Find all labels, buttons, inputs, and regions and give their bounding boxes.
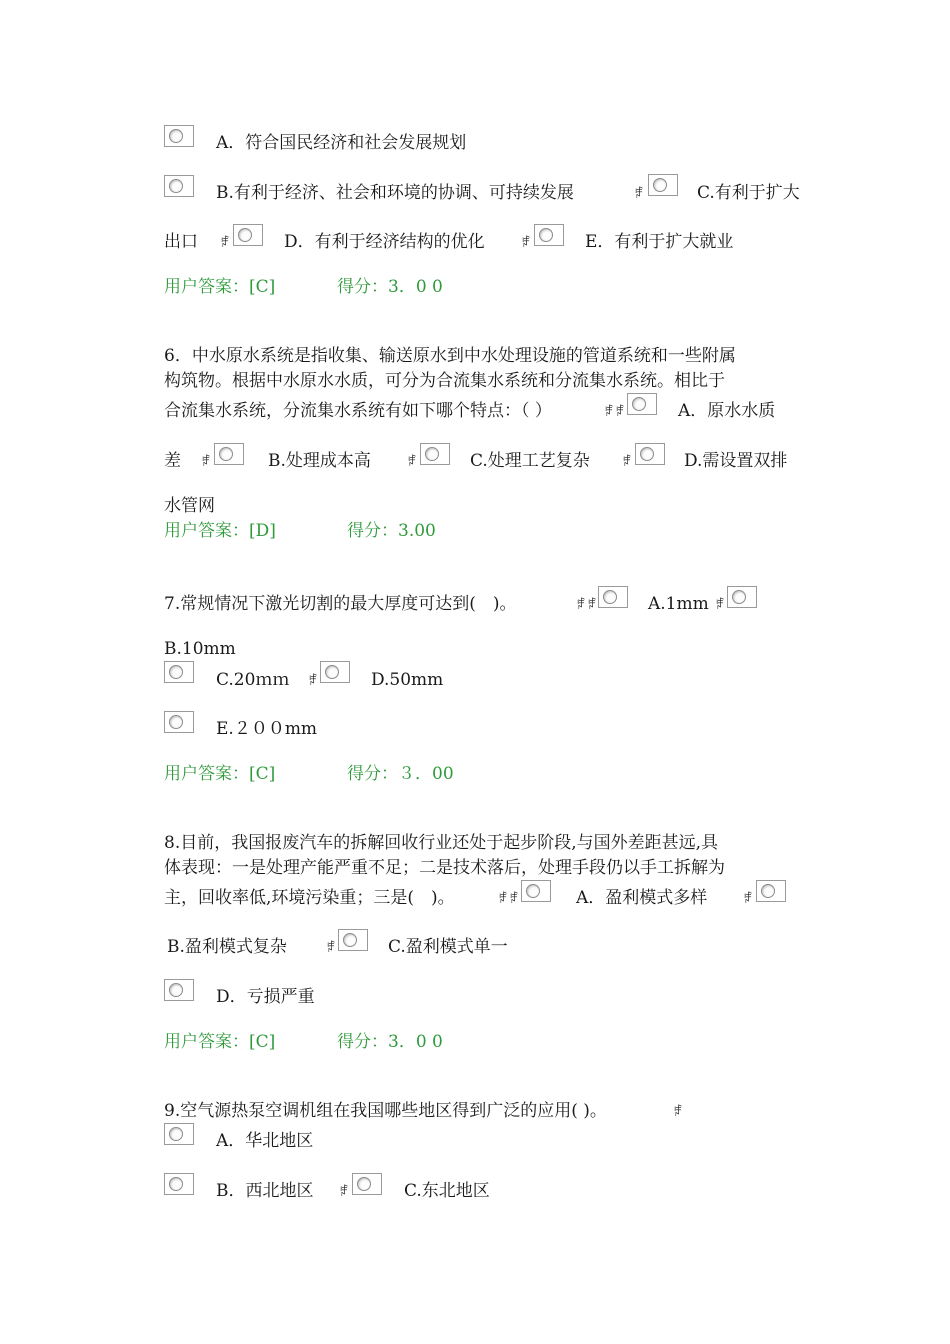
q9-option-b: B．西北地区 — [216, 1181, 314, 1201]
radio-q9-b[interactable] — [164, 1173, 194, 1195]
q6-option-a-cont: 差 — [164, 451, 181, 471]
q9-option-c: C.东北地区 — [404, 1181, 490, 1201]
q5-option-d: D．有利于经济结构的优化 — [284, 232, 485, 252]
q6-text-line1: 6．中水原水系统是指收集、输送原水到中水处理设施的管道系统和一些附属 — [164, 346, 736, 366]
radio-q8-b[interactable] — [756, 880, 786, 902]
paragraph-mark-icon: ꆆ — [587, 598, 598, 613]
radio-q7-e[interactable] — [164, 711, 194, 733]
paragraph-mark-icon: ꆆ — [407, 455, 418, 470]
q5-user-answer: 用户答案：[C] — [164, 277, 276, 297]
q6-text-line2: 构筑物。根据中水原水水质，可分为合流集水系统和分流集水系统。相比于 — [164, 371, 725, 391]
q6-score: 得分：3.00 — [347, 521, 436, 541]
radio-q6-b[interactable] — [214, 443, 244, 465]
q8-option-c: C.盈利模式单一 — [388, 937, 508, 957]
q8-option-a: A．盈利模式多样 — [576, 888, 708, 908]
radio-q8-c[interactable] — [338, 929, 368, 951]
radio-q6-a[interactable] — [627, 393, 657, 415]
q7-option-a: A.1mm — [648, 594, 709, 614]
q5-option-c: C.有利于扩大 — [697, 183, 800, 203]
paragraph-mark-icon: ꆆ — [509, 892, 520, 907]
radio-q5-e[interactable] — [534, 224, 564, 246]
radio-q8-d[interactable] — [164, 979, 194, 1001]
paragraph-mark-icon: ꆆ — [498, 892, 509, 907]
radio-q7-d[interactable] — [320, 661, 350, 683]
q6-option-c: C.处理工艺复杂 — [470, 451, 590, 471]
paragraph-mark-icon: ꆆ — [622, 455, 633, 470]
q6-user-answer: 用户答案：[D] — [164, 521, 276, 541]
q6-option-b: B.处理成本高 — [268, 451, 371, 471]
q6-option-d: D.需设置双排 — [684, 451, 788, 471]
q8-user-answer: 用户答案：[C] — [164, 1032, 276, 1052]
radio-q5-c[interactable] — [648, 174, 678, 196]
q7-option-c: C.20ｍｍ — [216, 670, 290, 690]
q5-option-c-cont: 出口 — [164, 232, 198, 252]
paragraph-mark-icon: ꆆ — [743, 892, 754, 907]
radio-q5-b[interactable] — [164, 175, 194, 197]
q8-text-line3: 主，回收率低,环境污染重；三是( )。 — [164, 888, 455, 908]
q7-option-b: B.10mm — [164, 639, 236, 659]
radio-q6-d[interactable] — [635, 443, 665, 465]
q8-option-b: B.盈利模式复杂 — [167, 937, 287, 957]
paragraph-mark-icon: ꆆ — [634, 187, 645, 202]
q5-option-a: A．符合国民经济和社会发展规划 — [216, 133, 467, 153]
q9-text-line1: 9.空气源热泵空调机组在我国哪些地区得到广泛的应用( )。 — [164, 1101, 607, 1121]
paragraph-mark-icon: ꆆ — [576, 598, 587, 613]
q7-user-answer: 用户答案：[C] — [164, 764, 276, 784]
radio-q6-c[interactable] — [420, 443, 450, 465]
q7-option-e: E.２００mm — [216, 719, 318, 739]
radio-q7-c[interactable] — [164, 661, 194, 683]
q6-option-d-cont: 水管网 — [164, 496, 215, 516]
paragraph-mark-icon: ꆆ — [715, 598, 726, 613]
radio-q8-a[interactable] — [521, 880, 551, 902]
radio-q5-d[interactable] — [233, 224, 263, 246]
paragraph-mark-icon: ꆆ — [604, 405, 615, 420]
paragraph-mark-icon: ꆆ — [339, 1185, 350, 1200]
paragraph-mark-icon: ꆆ — [326, 941, 337, 956]
radio-q5-a[interactable] — [164, 125, 194, 147]
paragraph-mark-icon: ꆆ — [673, 1105, 684, 1120]
q8-text-line1: 8.目前，我国报废汽车的拆解回收行业还处于起步阶段,与国外差距甚远,具 — [164, 833, 719, 853]
q8-option-d: D．亏损严重 — [216, 987, 315, 1007]
paragraph-mark-icon: ꆆ — [201, 455, 212, 470]
q7-text-line1: 7.常规情况下激光切割的最大厚度可达到( )。 — [164, 594, 517, 614]
radio-q9-a[interactable] — [164, 1123, 194, 1145]
radio-q9-c[interactable] — [352, 1173, 382, 1195]
paragraph-mark-icon: ꆆ — [220, 236, 231, 251]
q7-option-d: D.50mm — [371, 670, 444, 690]
radio-q7-b[interactable] — [727, 586, 757, 608]
paragraph-mark-icon: ꆆ — [615, 405, 626, 420]
q5-option-b: B.有利于经济、社会和环境的协调、可持续发展 — [216, 183, 574, 203]
q9-option-a: A．华北地区 — [216, 1131, 314, 1151]
paragraph-mark-icon: ꆆ — [521, 236, 532, 251]
q8-text-line2: 体表现：一是处理产能严重不足；二是技术落后，处理手段仍以手工拆解为 — [164, 858, 725, 878]
paragraph-mark-icon: ꆆ — [308, 674, 319, 689]
q6-option-a: A．原水水质 — [678, 401, 776, 421]
q7-score: 得分：３．00 — [347, 764, 454, 784]
q5-option-e: E．有利于扩大就业 — [585, 232, 734, 252]
radio-q7-a[interactable] — [598, 586, 628, 608]
q5-score: 得分：3．0 0 — [337, 277, 443, 297]
q6-text-line3: 合流集水系统，分流集水系统有如下哪个特点：（ ） — [164, 401, 552, 421]
q8-score: 得分：3．0 0 — [337, 1032, 443, 1052]
